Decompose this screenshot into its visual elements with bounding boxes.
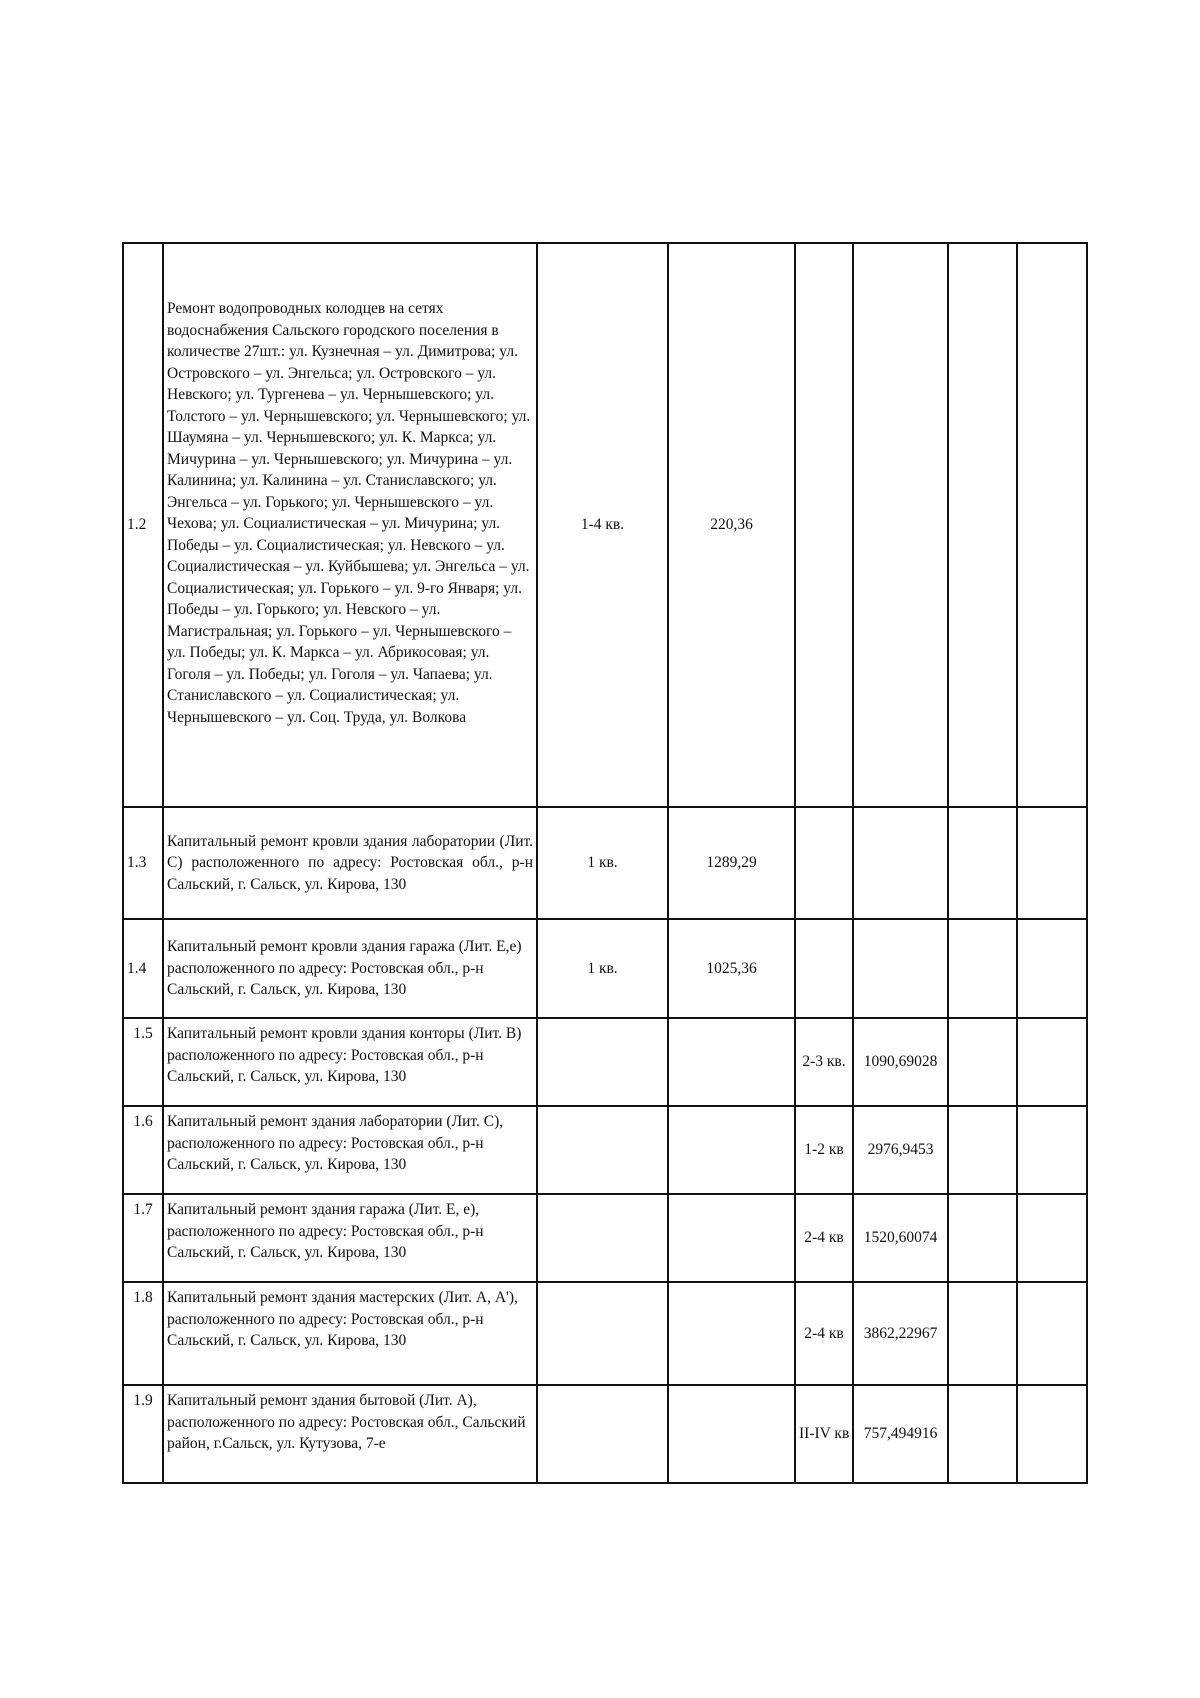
empty-cell: [948, 1018, 1017, 1106]
sum-planned: [668, 1018, 795, 1106]
table-row: [123, 1282, 1087, 1385]
row-number: 1.2: [123, 243, 163, 807]
empty-cell: [948, 1106, 1017, 1194]
period-actual: 1-2 кв: [795, 1106, 853, 1194]
period-planned: 1 кв.: [537, 807, 668, 919]
empty-cell: [948, 243, 1017, 807]
empty-cell: [1017, 807, 1087, 919]
period-actual: 2-4 кв: [795, 1194, 853, 1282]
empty-cell: [1017, 1106, 1087, 1194]
table-row: [123, 1385, 1087, 1483]
period-planned: 1-4 кв.: [537, 243, 668, 807]
table-row: [123, 919, 1087, 1018]
empty-cell: [948, 807, 1017, 919]
work-description: Капитальный ремонт кровли здания гаража (Лит. Е,е) расположенного по адресу: Ростовская обл., р-н Сальский, г. Сальск, ул. Кирова, 130: [163, 919, 537, 1018]
work-description: Капитальный ремонт здания мастерских (Лит. А, А'), расположенного по адресу: Ростовская обл., р-н Сальский, г. Сальск, ул. Кирова, 130: [163, 1282, 537, 1385]
sum-planned: [668, 1385, 795, 1483]
work-description: Капитальный ремонт кровли здания конторы (Лит. В) расположенного по адресу: Ростовская обл., р-н Сальский, г. Сальск, ул. Кирова, 130: [163, 1018, 537, 1106]
empty-cell: [1017, 1385, 1087, 1483]
work-description: Ремонт водопроводных колодцев на сетях водоснабжения Сальского городского поселения в количестве 27шт.: ул. Кузнечная – ул. Димитрова; ул. Островского – ул. Энгельса; ул. Островского – ул. Невского; ул. Тургенева – ул. Чернышевского; ул. Толстого – ул. Чернышевского; ул. Чернышевского; ул. Шаумяна – ул. Чернышевского; ул. К. Маркса; ул. Мичурина – ул. Чернышевского; ул. Мичурина – ул. Калинина; ул. Калинина – ул. Станиславского; ул. Энгельса – ул. Горького; ул. Чернышевского – ул. Чехова; ул. Социалистическая – ул. Мичурина; ул. Победы – ул. Социалистическая; ул. Невского – ул. Социалистическая – ул. Куйбышева; ул. Энгельса – ул. Социалистическая; ул. Горького – ул. 9-го Января; ул. Победы – ул. Горького; ул. Невского – ул. Магистральная; ул. Горького – ул. Чернышевского – ул. Победы; ул. К. Маркса – ул. Абрикосовая; ул. Гоголя – ул. Победы; ул. Гоголя – ул. Чапаева; ул. Станиславского – ул. Социалистическая; ул. Чернышевского – ул. Соц. Труда, ул. Волкова: [163, 243, 537, 807]
row-number: 1.3: [123, 807, 163, 919]
empty-cell: [948, 1385, 1017, 1483]
empty-cell: [1017, 243, 1087, 807]
period-planned: [537, 1194, 668, 1282]
table-row: [123, 1194, 1087, 1282]
empty-cell: [1017, 1282, 1087, 1385]
period-actual: [795, 243, 853, 807]
empty-cell: [948, 1194, 1017, 1282]
sum-planned: 220,36: [668, 243, 795, 807]
row-number: 1.5: [123, 1018, 163, 1106]
work-description: Капитальный ремонт здания гаража (Лит. Е, е), расположенного по адресу: Ростовская обл., р-н Сальский, г. Сальск, ул. Кирова, 130: [163, 1194, 537, 1282]
empty-cell: [1017, 1194, 1087, 1282]
sum-actual: [853, 919, 948, 1018]
period-actual: [795, 919, 853, 1018]
table-row: [123, 1018, 1087, 1106]
empty-cell: [948, 1282, 1017, 1385]
sum-planned: [668, 1106, 795, 1194]
sum-actual: 757,494916: [853, 1385, 948, 1483]
period-planned: [537, 1385, 668, 1483]
sum-planned: 1289,29: [668, 807, 795, 919]
work-description: Капитальный ремонт кровли здания лаборатории (Лит. С) расположенного по адресу: Ростовская обл., р-н Сальский, г. Сальск, ул. Кирова, 130: [163, 807, 537, 919]
sum-actual: [853, 807, 948, 919]
sum-planned: 1025,36: [668, 919, 795, 1018]
table-row: [123, 807, 1087, 919]
empty-cell: [948, 919, 1017, 1018]
table-row: [123, 243, 1087, 807]
sum-planned: [668, 1282, 795, 1385]
row-number: 1.4: [123, 919, 163, 1018]
row-number: 1.6: [123, 1106, 163, 1194]
empty-cell: [1017, 1018, 1087, 1106]
period-actual: [795, 807, 853, 919]
row-number: 1.7: [123, 1194, 163, 1282]
sum-actual: 2976,9453: [853, 1106, 948, 1194]
period-actual: II-IV кв: [795, 1385, 853, 1483]
sum-actual: 1090,69028: [853, 1018, 948, 1106]
work-description: Капитальный ремонт здания бытовой (Лит. А), расположенного по адресу: Ростовская обл., Сальский район, г.Сальск, ул. Кутузова, 7-е: [163, 1385, 537, 1483]
sum-planned: [668, 1194, 795, 1282]
sum-actual: 1520,60074: [853, 1194, 948, 1282]
empty-cell: [1017, 919, 1087, 1018]
row-number: 1.8: [123, 1282, 163, 1385]
period-planned: [537, 1018, 668, 1106]
sum-actual: [853, 243, 948, 807]
period-actual: 2-3 кв.: [795, 1018, 853, 1106]
period-planned: 1 кв.: [537, 919, 668, 1018]
table-row: [123, 1106, 1087, 1194]
work-description: Капитальный ремонт здания лаборатории (Лит. С), расположенного по адресу: Ростовская обл., р-н Сальский, г. Сальск, ул. Кирова, 130: [163, 1106, 537, 1194]
period-actual: 2-4 кв: [795, 1282, 853, 1385]
period-planned: [537, 1106, 668, 1194]
works-table: [122, 242, 1088, 1484]
row-number: 1.9: [123, 1385, 163, 1483]
sum-actual: 3862,22967: [853, 1282, 948, 1385]
period-planned: [537, 1282, 668, 1385]
